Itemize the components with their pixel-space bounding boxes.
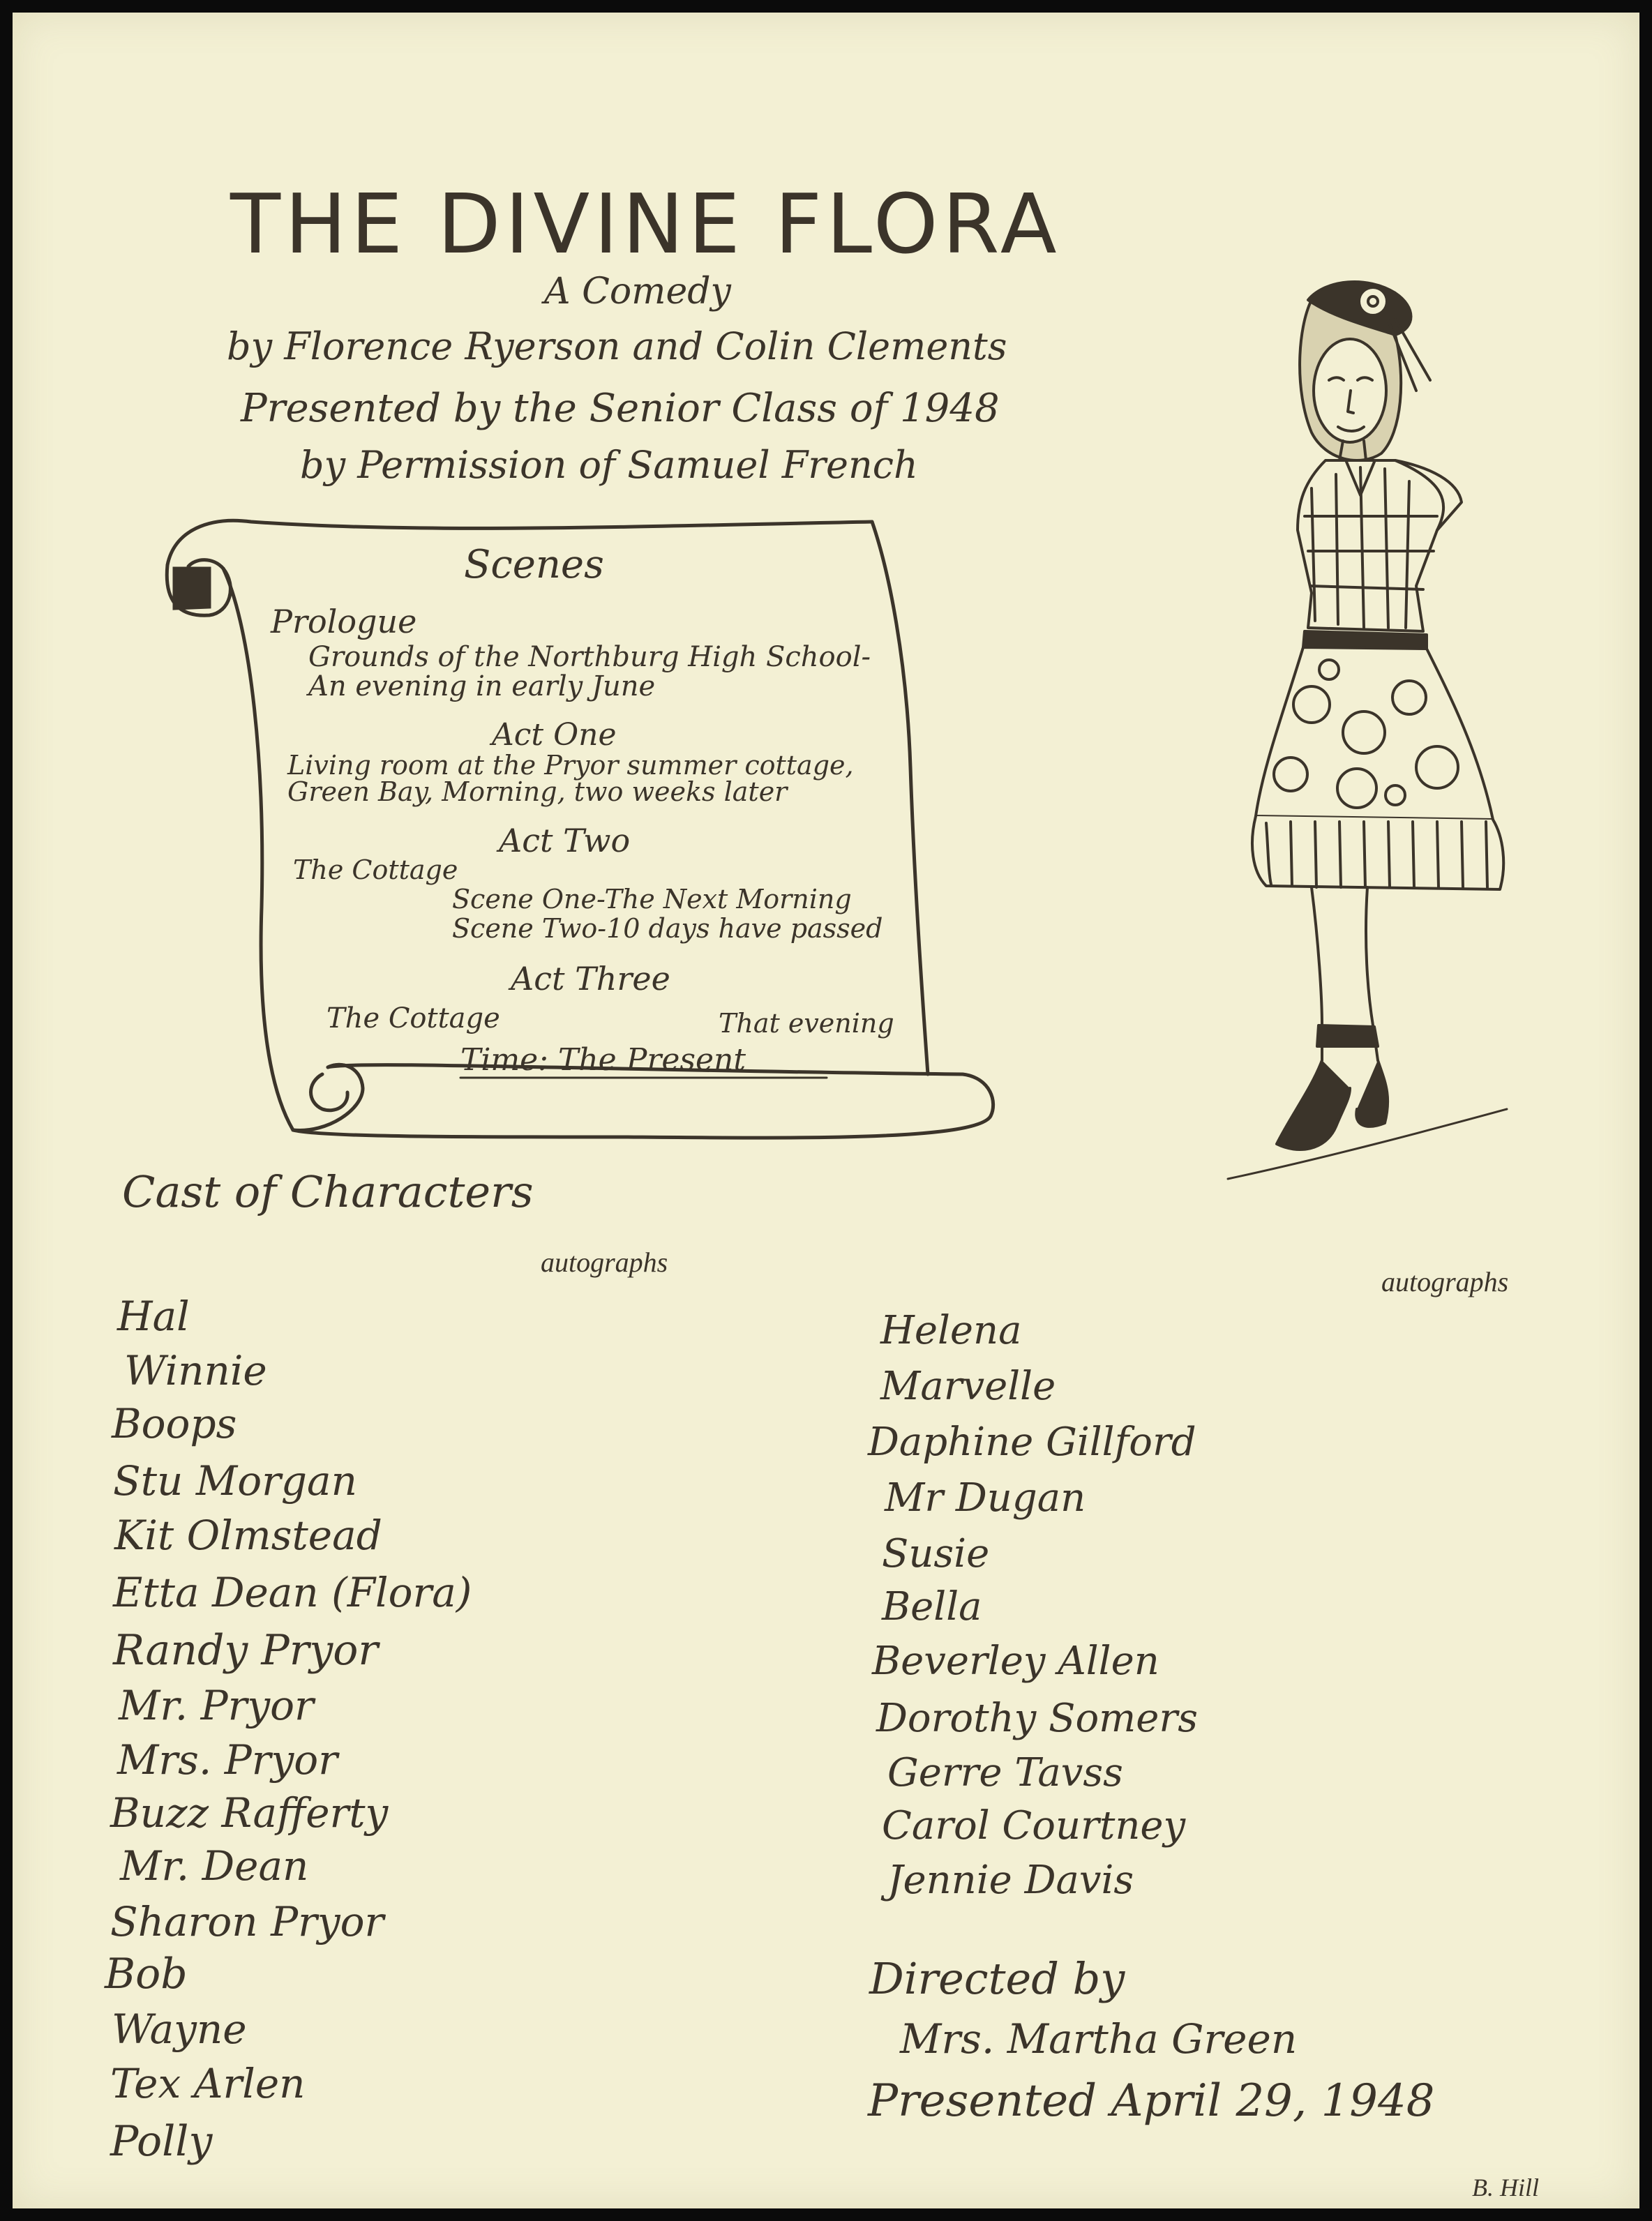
act-three-label: Act Three — [511, 960, 670, 997]
cast-name: Mr. Dean — [120, 1842, 309, 1890]
cast-name: Boops — [112, 1400, 237, 1447]
presented-by-line: Presented by the Senior Class of 1948 — [241, 386, 1000, 431]
directed-by-label: Directed by — [869, 1953, 1125, 2004]
cast-name: Buzz Rafferty — [110, 1789, 389, 1837]
cast-name: Beverley Allen — [872, 1639, 1159, 1684]
cast-heading: Cast of Characters — [122, 1166, 534, 1217]
autographs-label-right: autographs — [1381, 1266, 1509, 1297]
cast-name: Daphine Gillford — [868, 1420, 1196, 1465]
cast-name: Mrs. Pryor — [117, 1736, 338, 1784]
act-three-time-of-day: That evening — [719, 1008, 894, 1039]
act-two-scene-1: Scene One-The Next Morning — [452, 884, 852, 914]
cast-name: Mr. Pryor — [119, 1682, 314, 1729]
cast-name: Hal — [117, 1293, 190, 1340]
authors-line: by Florence Ryerson and Colin Clements — [227, 324, 1007, 368]
prologue-line-1: Grounds of the Northburg High School- — [308, 641, 871, 673]
cast-name: Etta Dean (Flora) — [113, 1569, 472, 1616]
cast-name: Wayne — [112, 2005, 247, 2053]
cast-name: Stu Morgan — [113, 1457, 357, 1505]
cast-name: Bella — [882, 1584, 982, 1629]
cast-name: Polly — [110, 2117, 213, 2166]
cast-name: Dorothy Somers — [876, 1696, 1198, 1741]
prologue-line-2: An evening in early June — [308, 670, 656, 702]
cast-name: Sharon Pryor — [110, 1898, 384, 1945]
act-two-label: Act Two — [499, 822, 631, 859]
artist-signature: B. Hill — [1472, 2174, 1539, 2201]
cast-name: Mr Dugan — [885, 1475, 1086, 1521]
prologue-label: Prologue — [271, 603, 417, 640]
time-line: Time: The Present — [460, 1042, 746, 1078]
act-three-setting: The Cottage — [326, 1002, 500, 1034]
permission-line: by Permission of Samuel French — [300, 443, 918, 487]
act-one-line-2: Green Bay, Morning, two weeks later — [287, 776, 788, 807]
cast-name: Carol Courtney — [882, 1803, 1186, 1849]
cast-name: Gerre Tavss — [887, 1750, 1123, 1795]
cast-name: Jennie Davis — [887, 1858, 1134, 1903]
act-two-scene-2: Scene Two-10 days have passed — [452, 913, 883, 944]
act-one-label: Act One — [492, 717, 617, 753]
act-two-setting: The Cottage — [293, 854, 458, 885]
cast-name: Winnie — [124, 1347, 267, 1394]
director-name: Mrs. Martha Green — [900, 2015, 1298, 2063]
cast-name: Susie — [882, 1531, 990, 1576]
cast-name: Bob — [105, 1950, 188, 1998]
page-title: THE DIVINE FLORA — [230, 176, 1061, 272]
cast-name: Randy Pryor — [113, 1626, 379, 1675]
scenes-heading: Scenes — [464, 542, 604, 587]
presented-date: Presented April 29, 1948 — [868, 2075, 1435, 2127]
act-one-line-1: Living room at the Pryor summer cottage, — [287, 750, 854, 781]
autographs-label-left: autographs — [541, 1247, 668, 1278]
cast-name: Marvelle — [880, 1364, 1056, 1409]
page-subtitle: A Comedy — [544, 271, 731, 313]
cast-name: Tex Arlen — [110, 2060, 306, 2107]
cast-name: Helena — [880, 1308, 1022, 1353]
cast-name: Kit Olmstead — [114, 1512, 382, 1559]
